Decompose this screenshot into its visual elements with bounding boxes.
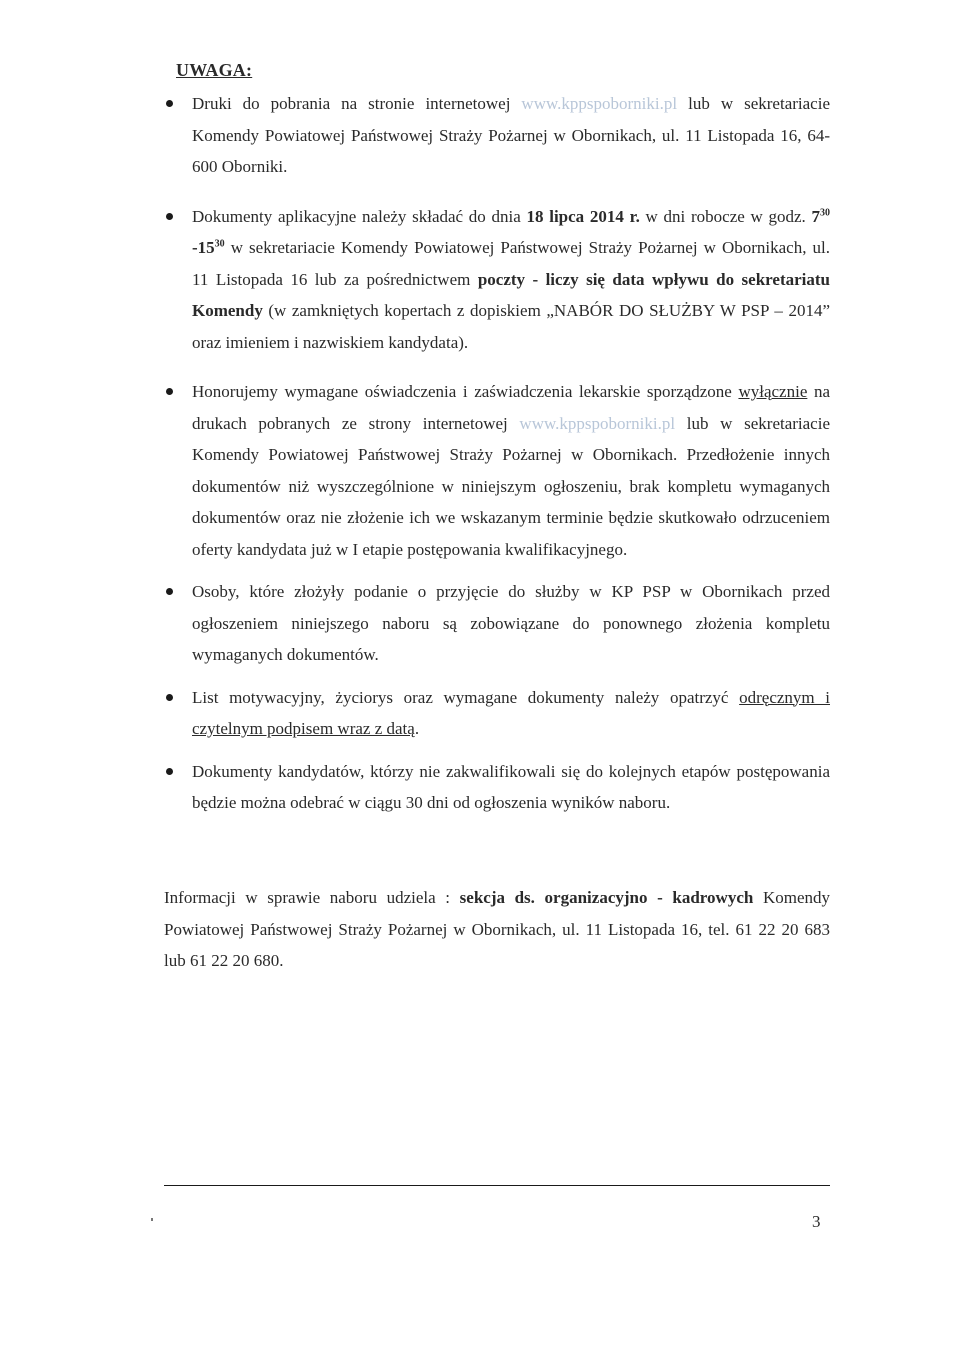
item-text: w sekretariacie Komendy Powiatowej Państwowej Straży Pożarnej w Obornikach, ul. 11 Listopada 16 lub za pośrednictwem <box>192 238 830 289</box>
section-name: sekcja ds. organizacyjno - kadrowych <box>459 888 754 907</box>
deadline-date: 18 lipca 2014 r. <box>526 206 640 226</box>
info-text: Informacji w sprawie naboru udziela : <box>164 888 460 907</box>
bullet-icon <box>166 213 173 220</box>
info-text: Komendy Powiatowej Państwowej Straży Pożarnej w Obornikach, ul. 11 Listopada 16, tel. 61 22 20 683 lub 61 22 20 680. <box>164 888 830 970</box>
item-text: List motywacyjny, życiorys oraz wymagane dokumenty należy opatrzyć <box>192 687 740 707</box>
footer-divider <box>164 1185 830 1186</box>
bullet-icon <box>166 768 173 775</box>
item-text: Druki do pobrania na stronie internetowej <box>192 94 522 113</box>
item-text: lub w sekretariacie Komendy Powiatowej Państwowej Straży Pożarnej w Obornikach, ul. 11 Listopada 16, 64-600 Oborniki. <box>192 94 830 176</box>
item-text: . <box>414 719 420 738</box>
list-item <box>160 682 830 745</box>
item-text: w dni robocze w godz. <box>639 206 812 226</box>
postal-notice: poczty - liczy się data wpływu do sekretariatu Komendy <box>192 269 830 320</box>
item-text: Honorujemy wymagane oświadczenia i zaświadczenia lekarskie sporządzone <box>192 382 739 401</box>
item-text: na drukach pobranych ze strony internetowej <box>192 382 830 433</box>
emphasis-text: wyłącznie <box>738 382 808 401</box>
hour-start: 7 <box>811 206 820 226</box>
item-text: (w zamkniętych kopertach z dopiskiem „NABÓR DO SŁUŻBY W PSP – 2014” oraz imieniem i nazwiskiem kandydata). <box>192 301 830 352</box>
bullet-icon <box>166 588 173 595</box>
list-item <box>160 376 830 565</box>
page-number: 3 <box>812 1212 821 1231</box>
bullet-icon <box>166 388 173 395</box>
contact-info <box>164 882 830 977</box>
bullet-icon <box>166 694 173 701</box>
item-text: Osoby, które złożyły podanie o przyjęcie do służby w KP PSP w Obornikach przed ogłoszeniem niniejszego naboru są zobowiązane do ponownego złożenia kompletu wymaganych dokumentów. <box>192 582 830 664</box>
item-text: Dokumenty kandydatów, którzy nie zakwalifikowali się do kolejnych etapów postępowania będzie można odebrać w ciągu 30 dni od ogłoszenia wyników naboru. <box>192 761 830 812</box>
hour-end: -15 <box>192 238 215 257</box>
list-item <box>160 88 830 183</box>
website-link[interactable]: www.kppspoborniki.pl <box>519 413 676 433</box>
emphasis-text: odręcznym i czytelnym podpisem wraz z datą <box>192 687 830 738</box>
website-link[interactable]: www.kppspoborniki.pl <box>521 94 678 113</box>
list-item <box>160 201 830 359</box>
list-item <box>160 576 830 671</box>
bullet-icon <box>166 100 173 107</box>
hour-end-minutes: 30 <box>214 238 225 250</box>
hour-start-minutes: 30 <box>820 206 830 218</box>
page-heading: UWAGA: <box>176 60 253 80</box>
list-item <box>160 756 830 819</box>
item-text: lub w sekretariacie Komendy Powiatowej Państwowej Straży Pożarnej w Obornikach. Przedłożenie innych dokumentów niż wyszczególnione w niniejszym ogłoszeniu, brak kompletu wymaganych dokumentów oraz nie złożenie ich we wskazanym terminie będzie skutkowało odrzuceniem oferty kandydata już w I etapie postępowania kwalifikacyjnego. <box>192 413 830 559</box>
scan-speck <box>151 1218 153 1221</box>
item-text: Dokumenty aplikacyjne należy składać do dnia <box>192 206 527 226</box>
notice-list <box>160 88 830 819</box>
